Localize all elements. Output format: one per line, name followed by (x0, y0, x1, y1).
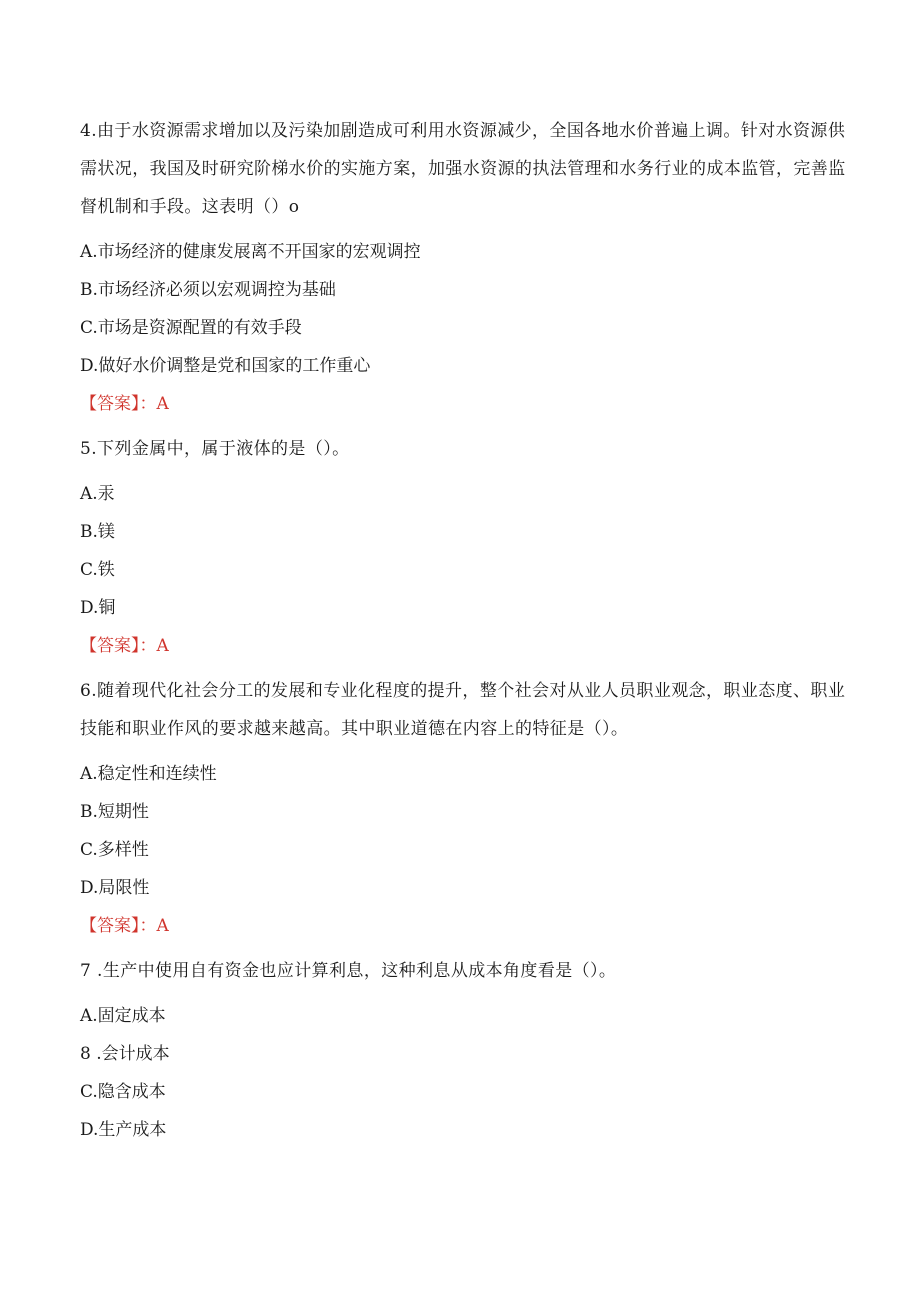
question-7-text: 7 .生产中使用自有资金也应计算利息，这种利息从成本角度看是（）。 (80, 961, 617, 981)
question-6 (80, 672, 850, 938)
question-5-option-b: B.镁 (80, 522, 115, 542)
question-6-option-d: D.局限性 (80, 878, 150, 898)
question-4-option-b: B.市场经济必须以宏观调控为基础 (80, 280, 336, 300)
question-7-option-a: A.固定成本 (80, 1006, 166, 1026)
question-5-option-c: C.铁 (80, 560, 115, 580)
question-4-option-a: A.市场经济的健康发展离不开国家的宏观调控 (80, 242, 421, 262)
question-5 (80, 430, 850, 658)
question-4 (80, 112, 850, 416)
question-6-option-a: A.稳定性和连续性 (80, 764, 217, 784)
question-4-text: 4.由于水资源需求增加以及污染加剧造成可利用水资源减少，全国各地水价普遍上调。针对水资源供需状况，我国及时研究阶梯水价的实施方案，加强水资源的执法管理和水务行业的成本监管，完善监督机制和手段。这表明（）o (80, 121, 846, 217)
question-7 (80, 952, 850, 1142)
question-4-option-c: C.市场是资源配置的有效手段 (80, 318, 302, 338)
question-5-answer: 【答案】：A (80, 636, 169, 656)
question-6-answer: 【答案】：A (80, 916, 169, 936)
question-7-option-b: 8 .会计成本 (80, 1044, 170, 1064)
question-7-option-c: C.隐含成本 (80, 1082, 166, 1102)
question-4-option-d: D.做好水价调整是党和国家的工作重心 (80, 356, 371, 376)
question-5-option-d: D.铜 (80, 598, 116, 618)
question-5-text: 5.下列金属中，属于液体的是（）。 (80, 439, 350, 459)
question-6-option-c: C.多样性 (80, 840, 149, 860)
question-5-option-a: A.汞 (80, 484, 115, 504)
question-7-option-d: D.生产成本 (80, 1120, 167, 1140)
question-4-answer: 【答案】：A (80, 394, 169, 414)
question-6-text: 6.随着现代化社会分工的发展和专业化程度的提升，整个社会对从业人员职业观念，职业态度、职业技能和职业作风的要求越来越高。其中职业道德在内容上的特征是（）。 (80, 681, 846, 739)
question-6-option-b: B.短期性 (80, 802, 149, 822)
document-page (80, 112, 850, 1142)
